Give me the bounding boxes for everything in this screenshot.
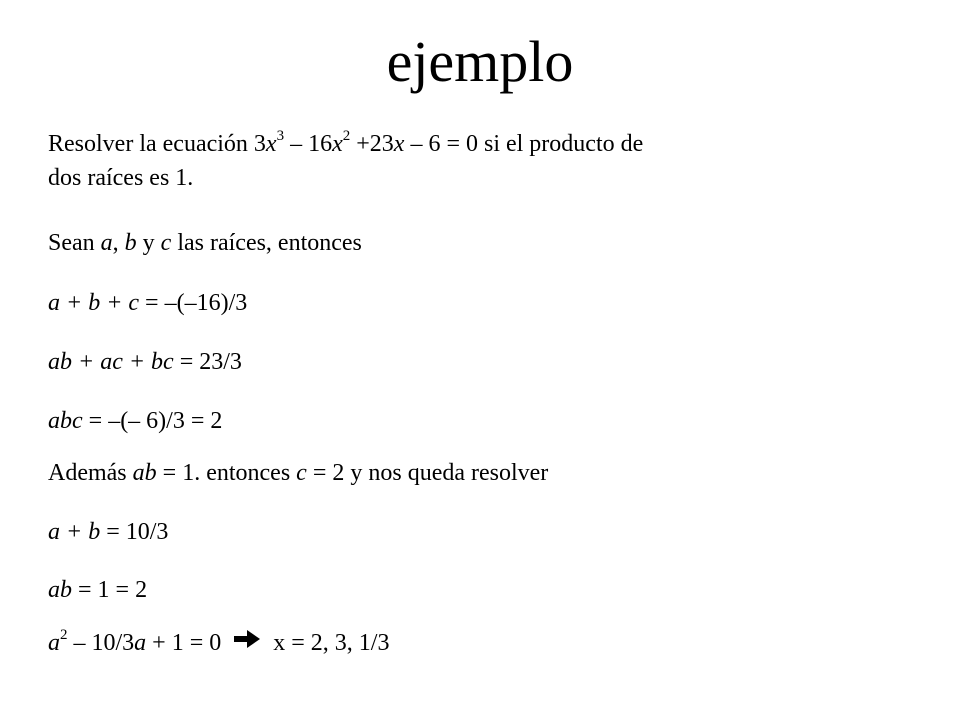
deduction-line: Además ab = 1. entonces c = 2 y nos queda resolver xyxy=(48,460,549,486)
right-arrow-icon xyxy=(233,626,261,658)
reduced-product: ab = 1 = 2 xyxy=(48,577,148,603)
quadratic-solution: $a^2 - 10/3a + 1 = 0$ x = 2, 3, 1/3 xyxy=(48,627,918,660)
roots-definition: Sean a, b y c las raíces, entonces xyxy=(48,230,362,256)
reduced-sum: a + b = 10/3 xyxy=(48,519,169,545)
problem-statement-line-2: dos raíces es 1. xyxy=(48,165,194,191)
problem-statement-line-1: Resolver la ecuación $3x^3 - 16x^2 +23x - 6 = 0$ si el producto de xyxy=(48,128,644,157)
product-of-roots: abc = –(– 6)/3 = 2 xyxy=(48,408,223,434)
slide-title: ejemplo xyxy=(386,29,574,94)
sum-of-roots: a + b + c = –(–16)/3 xyxy=(48,290,248,316)
sum-of-pair-products: ab + ac + bc = 23/3 xyxy=(48,349,242,375)
